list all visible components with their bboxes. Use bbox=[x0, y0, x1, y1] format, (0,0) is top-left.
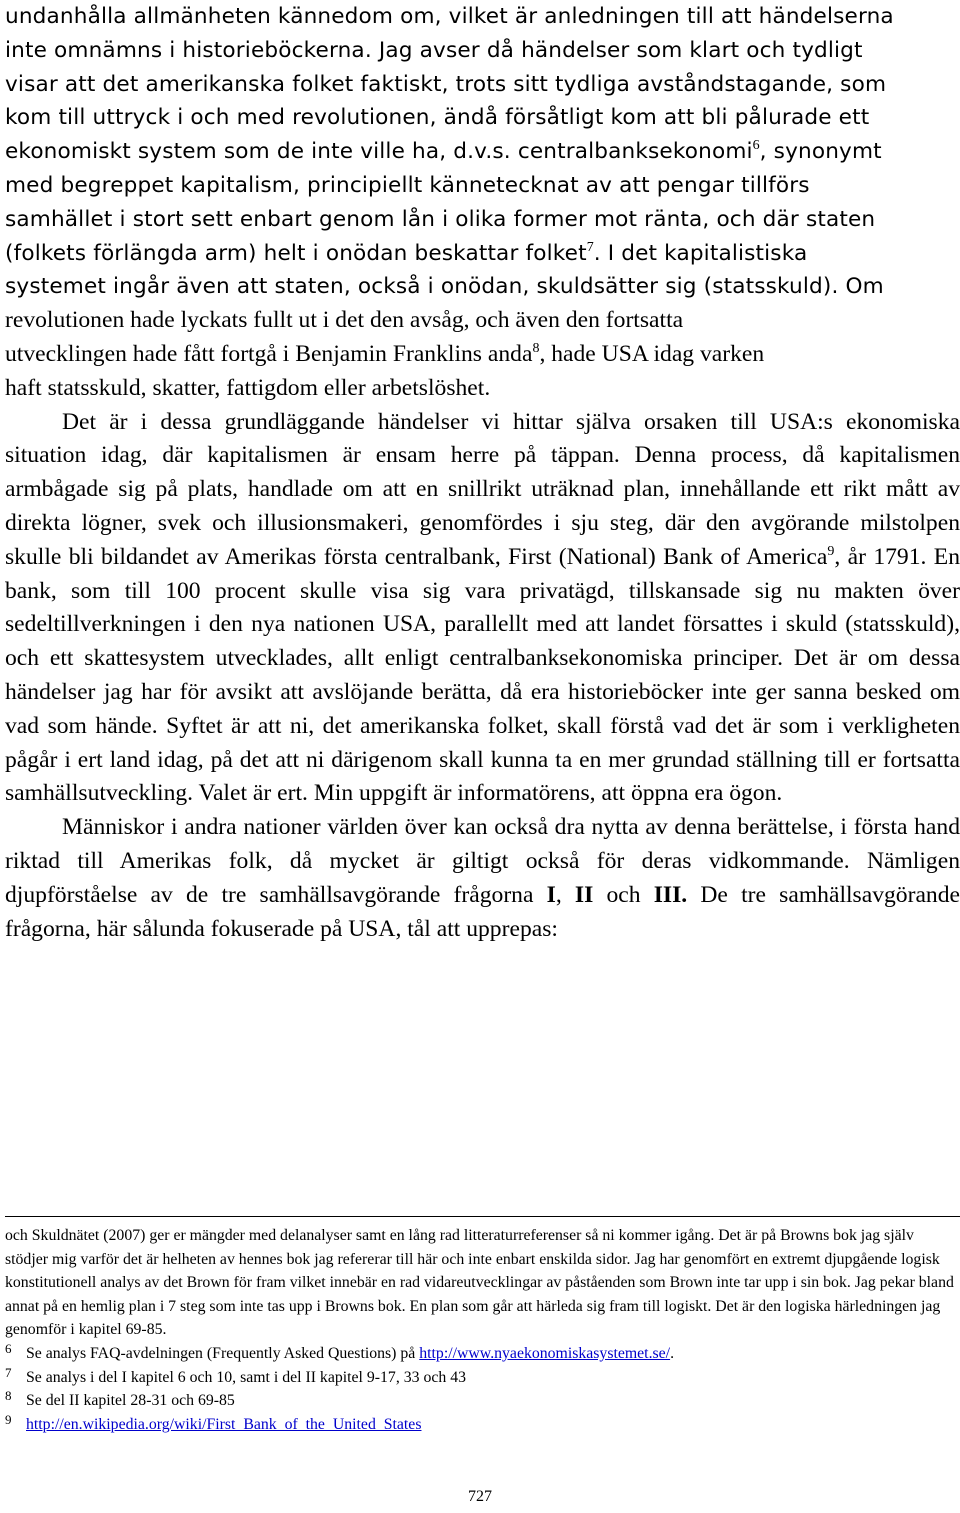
footnote-7 bbox=[5, 1366, 955, 1390]
text-run: och bbox=[593, 881, 654, 908]
footnote-8 bbox=[5, 1389, 955, 1413]
footnote-number: 8 bbox=[5, 1388, 12, 1404]
text-run: Människor i andra nationer världen över kan också dra nytta av denna berättelse, i första hand riktad till Amerikas folk, då mycket är giltigt också för deras vidkommande. Nämligen djupförståelse av de tre samhällsavgörande frågorna bbox=[5, 814, 960, 908]
text-line: undanhålla allmänheten kännedom om, vilket är anledningen till att händelserna bbox=[5, 4, 894, 29]
footnote-text: Se del II kapitel 28-31 och 69-85 bbox=[26, 1392, 235, 1410]
text-line: revolutionen hade lyckats fullt ut i det den avsåg, och även den fortsatta bbox=[5, 307, 684, 334]
text-run: Det är i dessa grundläggande händelser vi hittar själva orsaken till USA:s ekonomiska situation idag, där kapitalismen är ensam herre på täppan. Denna process, då kapitalismen armbågade sig på plats, handlade om att en snillrikt uträknad plan, innehållande ett rikt mått av direkta lögner, svek och illusionsmakeri, genomfördes i sju steg, där den avgörande milstolpen skulle bli bildandet av Amerikas första centralbank, First (National) Bank of America bbox=[5, 408, 960, 570]
text-line bbox=[5, 237, 960, 271]
text-line bbox=[5, 338, 960, 372]
text-line: visar att det amerikanska folket faktiskt, trots sitt tydliga avståndstagande, som bbox=[5, 71, 887, 97]
footnote-number: 7 bbox=[5, 1364, 12, 1380]
footnote-ref-8[interactable]: 8 bbox=[532, 341, 540, 357]
text-line: haft statsskuld, skatter, fattigdom eller arbetslöshet. bbox=[5, 374, 491, 401]
footnote-text: . bbox=[670, 1344, 675, 1362]
text-line bbox=[5, 135, 960, 169]
text-run: (folkets förlängda arm) helt i onödan beskattar folket bbox=[5, 240, 587, 266]
paragraph-2 bbox=[5, 406, 960, 812]
question-ref-iii: III. bbox=[653, 881, 688, 908]
text-line: med begreppet kapitalism, principiellt kännetecknat av att pengar tillförs bbox=[5, 172, 810, 198]
text-run: . I det kapitalistiska bbox=[593, 240, 808, 266]
footnote-link[interactable]: http://www.nyaekonomiskasystemet.se/ bbox=[419, 1344, 671, 1362]
footnote-continuation: och Skuldnätet (2007) ger er mängder med delanalyser samt en lång rad litteraturreferenser så ni kommer igång. Det är på Browns bok jag själv stödjer mig varför det är helheten av hennes bok jag refererar till här och inte enbart enskilda sidor. Jag har genomfört en extremt djupgående logisk konstitutionell analys av det Brown för fram vilket innebär en rad vidareutvecklingar av påståenden som Brown inte tar upp i sin bok. Jag pekar bland annat på en hemlig plan i 7 steg som inte tas upp i Browns bok. En plan som går att härleda sig fram till logiskt. Det är den logiska härledningen jag genomför i kapitel 69-85. bbox=[5, 1227, 954, 1339]
question-ref-i: I bbox=[546, 881, 556, 908]
footnote-separator bbox=[5, 1216, 960, 1217]
paragraph-1 bbox=[5, 0, 960, 406]
paragraph-3 bbox=[5, 811, 960, 946]
question-ref-ii: II bbox=[574, 881, 594, 908]
footnote-ref-6[interactable]: 6 bbox=[752, 138, 760, 154]
text-run: utvecklingen hade fått fortgå i Benjamin Franklins anda bbox=[5, 340, 533, 367]
text-line: systemet ingår även att staten, också i onödan, skuldsätter sig (statsskuld). Om bbox=[5, 274, 884, 300]
footnote-number: 9 bbox=[5, 1411, 12, 1427]
text-run: , år 1791. En bank, som till 100 procent skulle visa sig vara privatägd, tillskansade sig nu makten över sedeltillverkningen i den nya nationen USA, parallellt med att landet försattes i skuld (statsskuld), och ett skattesystem utvecklades, allt enligt centralbanksekonomiska principer. Det är om dessa händelser jag har för avsikt att avslöjande berätta, då era historieböcker inte ger sanna besked om vad som hände. Syftet är att ni, det amerikanska folket, skall förstå vad det är som i verkligheten pågår i ert land idag, på det att ni därigenom skall kunna ta en mer grundad ställning till er fortsatta samhällsutveckling. Valet är ert. Min uppgift är informatörens, att öppna era ögon. bbox=[5, 543, 960, 807]
footnote-text: Se analys i del I kapitel 6 och 10, samt i del II kapitel 9-17, 33 och 43 bbox=[26, 1368, 467, 1386]
footnote-number: 6 bbox=[5, 1340, 12, 1356]
page-number: 727 bbox=[468, 1488, 492, 1505]
text-run: , bbox=[555, 881, 575, 908]
footnote-6 bbox=[5, 1342, 955, 1366]
text-line: samhället i stort sett enbart genom lån i olika former mot ränta, och där staten bbox=[5, 206, 876, 232]
footnote-ref-9[interactable]: 9 bbox=[827, 543, 835, 559]
body-text bbox=[5, 0, 960, 946]
text-line: kom till uttryck i och med revolutionen, ändå försåtligt kom att bli pålurade ett bbox=[5, 105, 870, 131]
footnote-9 bbox=[5, 1413, 955, 1437]
text-run: inte omnämns i historieböckerna. bbox=[5, 37, 372, 63]
footnote-text: Se analys FAQ-avdelningen (Frequently Asked Questions) på bbox=[26, 1344, 420, 1362]
text-run: Jag avser då händelser som klart och tydligt bbox=[371, 37, 863, 63]
text-run: , hade USA idag varken bbox=[539, 340, 765, 367]
text-run: ekonomiskt system som de inte ville ha, d.v.s. centralbanksekonomi bbox=[5, 139, 753, 165]
text-run: De tre samhällsavgörande frågorna, här sålunda fokuserade på USA, tål att upprepas: bbox=[5, 881, 960, 942]
text-line bbox=[5, 34, 960, 68]
footnote-ref-7[interactable]: 7 bbox=[586, 239, 594, 255]
text-run: , synonymt bbox=[759, 139, 882, 165]
footnote-link[interactable]: http://en.wikipedia.org/wiki/First_Bank_of_the_United_States bbox=[26, 1415, 422, 1433]
footnotes bbox=[5, 1224, 955, 1436]
